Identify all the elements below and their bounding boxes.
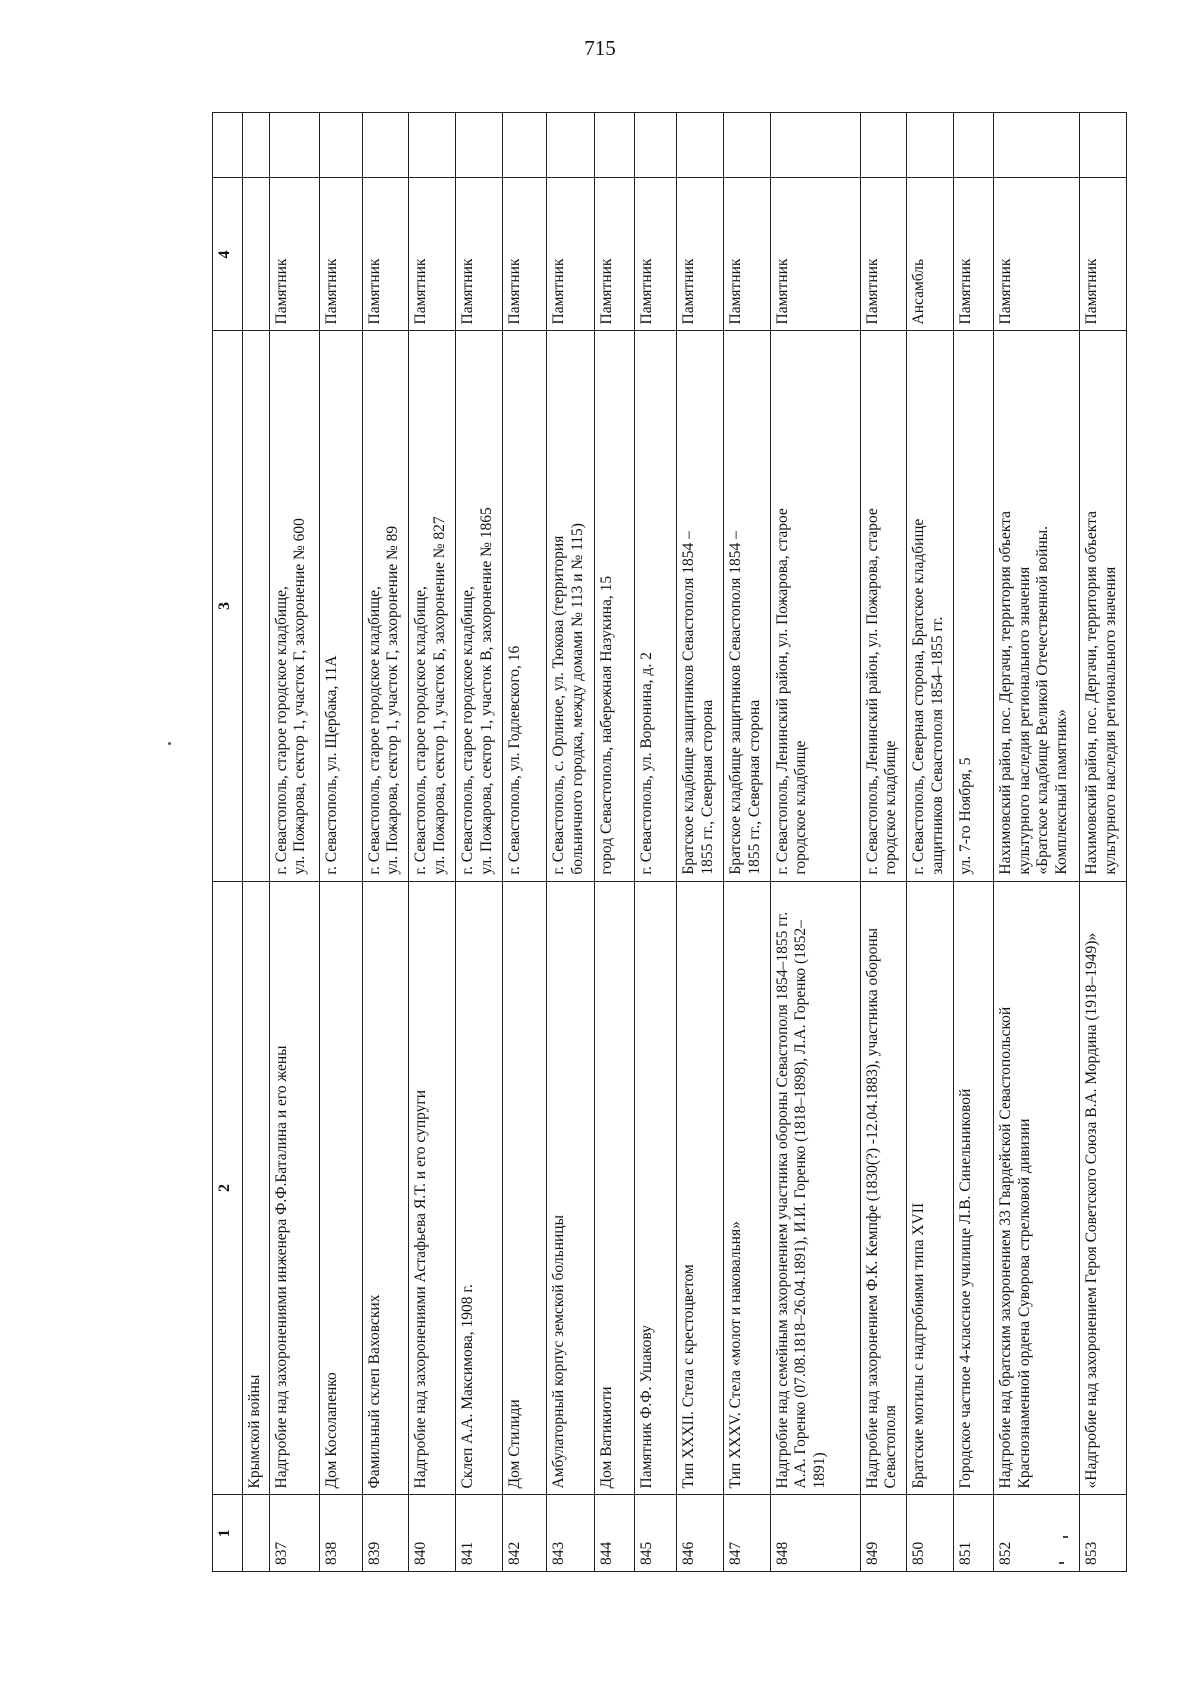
address-line: Нахимовский район, пос. Дергачи, территория объекта [997,511,1015,875]
blank-cell [547,113,595,178]
object-category: Памятник [770,178,860,331]
col-header-blank [213,113,243,178]
object-category: Памятник [994,178,1080,331]
blank-cell [269,113,320,178]
address-line: г. Севастополь, старое городское кладбище, [459,586,477,875]
object-address [723,331,770,881]
object-address [269,331,320,881]
blank-cell [770,113,860,178]
row-number: 844 [594,1495,634,1572]
section-row [242,113,269,1572]
heritage-register-table [212,112,1127,1572]
address-line: «Братское кладбище Великой Отечественной войны. [1034,525,1052,875]
blank-cell [907,113,954,178]
section-title: Крымской войны [242,881,269,1495]
object-category: Памятник [860,178,907,331]
blank-cell [634,113,676,178]
row-number: 850 [907,1495,954,1572]
table-row [594,113,634,1572]
object-category: Памятник [1080,178,1127,331]
blank-cell [456,113,503,178]
blank-cell [409,113,456,178]
table-row [770,113,860,1572]
object-name: Дом Стилиди [502,881,546,1495]
address-line: Комплексный памятник» [1052,709,1070,875]
address-line: г. Севастополь, Ленинский район, ул. Пожарова, старое [773,508,791,875]
object-name: Дом Косолапенко [320,881,362,1495]
address-line: г. Севастополь, ул. Годлевского, 16 [505,645,523,875]
address-line: Братское кладбище защитников Севастополя 1854 – [726,531,744,875]
row-number: 849 [860,1495,907,1572]
row-number: 840 [409,1495,456,1572]
object-category: Памятник [456,178,503,331]
address-line: г. Севастополь, ул. Воронина, д. 2 [637,652,655,875]
object-name: Надгробие над семейным захоронением участника обороны Севастополя 1854–1855 гг. А.А. Горенко (07.08.1818–26.04.1891), И.И. Горенко (1818–1898), Л.А. Горенко (1852–1891) [770,881,860,1495]
table-row [547,113,595,1572]
table-row [860,113,907,1572]
object-name: Склеп А.А. Максимова, 1908 г. [456,881,503,1495]
object-category: Памятник [954,178,994,331]
row-number: 845 [634,1495,676,1572]
table-row [269,113,320,1572]
row-number: 851 [954,1495,994,1572]
header-row [213,113,243,1572]
row-number: 842 [502,1495,546,1572]
object-name: Тип XXXII. Стела с крестоцветом [677,881,724,1495]
table-row [362,113,409,1572]
table-row [994,113,1080,1572]
row-number: 843 [547,1495,595,1572]
address-line: ул. Пожарова, сектор 1, участок Г, захоронение № 600 [291,518,309,875]
address-line: ул. Пожарова, сектор 1, участок Г, захоронение № 89 [384,525,402,875]
address-line: защитников Севастополя 1854–1855 гг. [928,616,946,875]
blank-cell [502,113,546,178]
object-name: Тип XXXV. Стела «молот и наковальня» [723,881,770,1495]
blank-cell [594,113,634,178]
object-category: Памятник [362,178,409,331]
table-row [320,113,362,1572]
object-address [409,331,456,881]
object-name: Фамильный склеп Ваховских [362,881,409,1495]
address-line: г. Севастополь, Северная сторона, Братское кладбище [910,518,928,875]
object-address [362,331,409,881]
row-number: 853 [1080,1495,1127,1572]
object-address [994,331,1080,881]
object-category: Памятник [502,178,546,331]
object-address [677,331,724,881]
table-row [907,113,954,1572]
address-line: г. Севастополь, старое городское кладбище, [412,586,430,875]
address-line: город Севастополь, набережная Назукина, 15 [597,575,615,875]
object-name: Надгробие над братским захоронением 33 Гвардейской Севастопольской Краснознаменной ордена Суворова стрелковой дивизии [994,881,1080,1495]
row-number: 852 [994,1495,1080,1572]
object-address [860,331,907,881]
table-row [502,113,546,1572]
row-number: 847 [723,1495,770,1572]
object-address [1080,331,1127,881]
object-name: Надгробие над захоронениями инженера Ф.Ф.Баталина и его жены [269,881,320,1495]
address-line: г. Севастополь, ул. Щербака, 11А [323,655,341,875]
table-row [677,113,724,1572]
col-header-2: 2 [213,881,243,1495]
blank-cell [1080,113,1127,178]
row-number: 846 [677,1495,724,1572]
address-line: ул. Пожарова, сектор 1, участок Б, захоронение № 827 [430,516,448,875]
object-address [456,331,503,881]
table-row [456,113,503,1572]
address-line: культурного наследия регионального значения [1015,566,1033,875]
address-line: городское кладбище [792,740,810,875]
address-line: г. Севастополь, старое городское кладбище, [272,586,290,875]
section-cell [242,331,269,881]
table-row [634,113,676,1572]
table-row [723,113,770,1572]
row-number: 838 [320,1495,362,1572]
object-name: Амбулаторный корпус земской больницы [547,881,595,1495]
address-line: культурного наследия регионального значения [1101,566,1119,875]
section-cell [242,113,269,178]
blank-cell [860,113,907,178]
row-number: 839 [362,1495,409,1572]
object-category: Памятник [634,178,676,331]
address-line: Братское кладбище защитников Севастополя 1854 – [680,531,698,875]
blank-cell [677,113,724,178]
table-row [409,113,456,1572]
address-line: ул. 7-го Ноября, 5 [957,757,974,875]
row-number: 848 [770,1495,860,1572]
object-name: «Надгробие над захоронением Героя Советского Союза В.А. Мордина (1918–1949)» [1080,881,1127,1495]
object-category: Памятник [547,178,595,331]
object-address [594,331,634,881]
address-line: г. Севастополь, Ленинский район, ул. Пожарова, старое [863,508,881,875]
object-name: Надгробие над захоронением Ф.К. Кемпфе (1830(?) -12.04.1883), участника обороны Севастополя [860,881,907,1495]
address-line: больничного городка, между домами № 113 и № 115) [568,523,586,875]
blank-cell [320,113,362,178]
object-category: Памятник [320,178,362,331]
table-row [1080,113,1127,1572]
object-category: Памятник [594,178,634,331]
scan-speck [168,742,171,745]
object-name: Памятник Ф.Ф. Ушакову [634,881,676,1495]
object-address [954,331,994,881]
row-number: 841 [456,1495,503,1572]
rotated-table-block [212,112,1127,1572]
object-name: Дом Ватикиоти [594,881,634,1495]
object-address [634,331,676,881]
row-number: 837 [269,1495,320,1572]
address-line: городское кладбище [882,740,900,875]
address-line: г. Севастополь, старое городское кладбище, [365,586,383,875]
address-line: г. Севастополь, с. Орлиное, ул. Тюкова (территория [550,535,568,875]
object-category: Памятник [269,178,320,331]
blank-cell [954,113,994,178]
object-address [547,331,595,881]
col-header-3: 3 [213,331,243,881]
address-line: Нахимовский район, пос. Дергачи, территория объекта [1083,511,1101,875]
address-line: 1855 гг., Северная сторона [698,699,716,875]
table-row [954,113,994,1572]
object-category: Памятник [723,178,770,331]
object-category: Памятник [677,178,724,331]
address-line: ул. Пожарова, сектор 1, участок В, захоронение № 1865 [477,507,495,875]
blank-cell [723,113,770,178]
object-address [907,331,954,881]
address-line: 1855 гг., Северная сторона [745,699,763,875]
object-name: Надгробие над захоронениями Астафьева Я.Т. и его супруги [409,881,456,1495]
col-header-4: 4 [213,178,243,331]
object-address [770,331,860,881]
page-number: 715 [584,36,616,60]
col-header-1: 1 [213,1495,243,1572]
object-category: Ансамбль [907,178,954,331]
object-address [320,331,362,881]
object-name: Городское частное 4-классное училище Л.В. Синельниковой [954,881,994,1495]
blank-cell [362,113,409,178]
section-cell [242,178,269,331]
object-address [502,331,546,881]
blank-cell [994,113,1080,178]
object-name: Братские могилы с надгробиями типа XVII [907,881,954,1495]
section-num-cell [242,1495,269,1572]
object-category: Памятник [409,178,456,331]
